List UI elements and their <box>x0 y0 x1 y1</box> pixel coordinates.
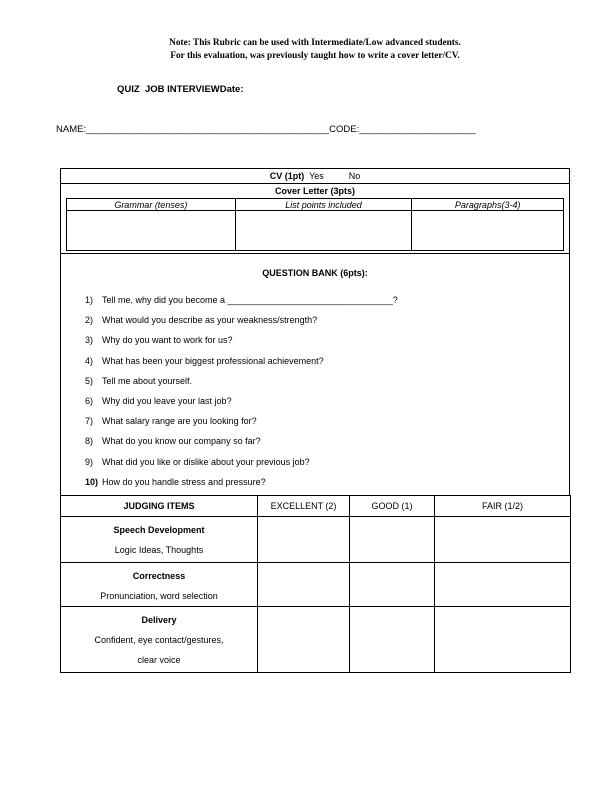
question-number: 3) <box>85 335 94 346</box>
list-item <box>85 355 398 375</box>
question-number: 7) <box>85 416 94 427</box>
header-judging-items: JUDGING ITEMS <box>61 496 258 517</box>
question-text: Tell me, why did you become a _________________________________? <box>102 295 398 305</box>
criterion-description: Logic Ideas, Thoughts <box>114 545 204 555</box>
criterion-correctness <box>61 563 258 607</box>
cv-row <box>61 171 569 181</box>
note-line-2: For this evaluation, was previously taught how to write a cover letter/CV. <box>170 51 460 61</box>
header-fair: FAIR (1/2) <box>435 496 571 517</box>
criterion-description: Pronunciation, word selection <box>100 591 218 601</box>
list-item <box>85 334 398 354</box>
name-code-line[interactable]: NAME:______________________________________________CODE:______________________ <box>56 124 476 135</box>
score-cell-good[interactable] <box>350 607 435 673</box>
cover-letter-column-list-points: List points included <box>235 199 412 211</box>
list-item <box>85 395 398 415</box>
cover-letter-column-grammar: Grammar (tenses) <box>67 199 236 211</box>
score-cell-good[interactable] <box>350 563 435 607</box>
note-line-1: Note: This Rubric can be used with Intermediate/Low advanced students. <box>169 38 461 48</box>
rubric-note <box>60 37 570 63</box>
question-text: What salary range are you looking for? <box>102 416 257 427</box>
table-row <box>61 496 571 517</box>
score-cell-good[interactable] <box>350 517 435 563</box>
divider <box>61 183 569 184</box>
list-item <box>85 294 398 314</box>
list-item <box>85 435 398 455</box>
cv-cover-letter-section <box>60 168 570 254</box>
question-number: 9) <box>85 456 94 467</box>
list-points-score-cell[interactable] <box>235 211 412 251</box>
cv-label: CV (1pt) <box>269 171 305 181</box>
question-number: 5) <box>85 375 94 386</box>
criterion-description: Confident, eye contact/gestures, <box>94 635 224 645</box>
score-cell-excellent[interactable] <box>258 517 350 563</box>
score-cell-fair[interactable] <box>435 607 571 673</box>
quiz-title: QUIZ JOB INTERVIEWDate: <box>117 84 244 95</box>
cv-no-option[interactable]: No <box>348 171 361 181</box>
header-excellent: EXCELLENT (2) <box>258 496 350 517</box>
question-number: 8) <box>85 436 94 447</box>
criterion-title: Delivery <box>141 615 177 625</box>
score-cell-fair[interactable] <box>435 563 571 607</box>
question-text: Tell me about yourself. <box>102 375 193 386</box>
question-text: What did you like or dislike about your previous job? <box>102 456 310 467</box>
list-item <box>85 415 398 435</box>
header-good: GOOD (1) <box>350 496 435 517</box>
question-number: 4) <box>85 355 94 366</box>
paragraphs-score-cell[interactable] <box>412 211 564 251</box>
list-item <box>85 375 398 395</box>
question-text: What would you describe as your weakness/strength? <box>102 315 318 326</box>
criterion-title: Speech Development <box>113 525 205 535</box>
question-text: Why did you leave your last job? <box>102 395 232 406</box>
score-cell-excellent[interactable] <box>258 607 350 673</box>
question-text: Why do you want to work for us? <box>102 335 233 346</box>
criterion-delivery <box>61 607 258 673</box>
grammar-score-cell[interactable] <box>67 211 236 251</box>
criterion-speech-development <box>61 517 258 563</box>
question-text: How do you handle stress and pressure? <box>102 476 266 487</box>
criterion-title: Correctness <box>132 571 186 581</box>
question-text: What has been your biggest professional achievement? <box>102 355 324 366</box>
cover-letter-title: Cover Letter (3pts) <box>274 186 355 196</box>
list-item <box>85 476 398 496</box>
score-cell-fair[interactable] <box>435 517 571 563</box>
cover-letter-table <box>66 198 564 251</box>
question-bank-section <box>60 254 570 496</box>
question-bank-title: QUESTION BANK (6pts): <box>262 268 368 278</box>
question-list <box>85 294 398 496</box>
question-number: 2) <box>85 315 94 326</box>
table-row <box>61 607 571 673</box>
question-text: What do you know our company so far? <box>102 436 261 447</box>
list-item <box>85 456 398 476</box>
list-item <box>85 314 398 334</box>
cv-yes-option[interactable]: Yes <box>309 171 324 181</box>
cover-letter-column-paragraphs: Paragraphs(3-4) <box>412 199 564 211</box>
question-number: 6) <box>85 395 94 406</box>
judging-table <box>60 495 571 673</box>
criterion-description-continued: clear voice <box>137 655 181 665</box>
question-number: 1) <box>85 295 94 305</box>
score-cell-excellent[interactable] <box>258 563 350 607</box>
question-number: 10) <box>85 476 99 487</box>
table-row <box>61 517 571 563</box>
table-row <box>61 563 571 607</box>
